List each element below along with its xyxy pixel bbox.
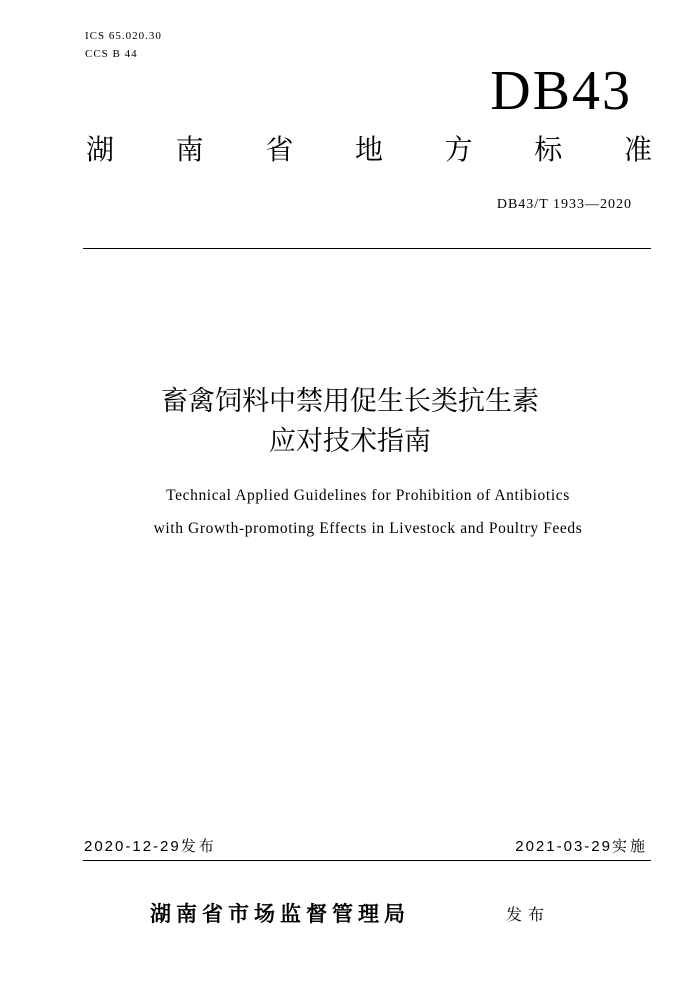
implement-label: 实施 [611,837,648,855]
title-zh-line1: 畜禽饲料中禁用促生长类抗生素 [161,386,539,417]
publish-date-value: 2020-12-29 [84,838,181,855]
ccs-code: CCS B 44 [85,48,138,60]
issuing-authority: 湖南省市场监督管理局 [150,902,410,926]
standard-type-char: 湖 [86,133,115,166]
title-en-line1: Technical Applied Guidelines for Prohibition of Antibiotics [166,487,570,504]
standard-code-logo: DB43 [490,60,632,122]
implement-date-value: 2021-03-29 [515,838,612,855]
standard-type-char: 方 [444,133,473,166]
bottom-divider [83,860,651,861]
standard-type-char: 省 [265,133,294,166]
standard-type-char: 地 [354,133,383,166]
title-en-line2: with Growth-promoting Effects in Livestock and Poultry Feeds [153,520,583,537]
implement-date [515,836,648,857]
standard-type-char: 南 [175,133,204,166]
standard-type-char: 标 [534,133,563,166]
publish-label: 发布 [180,837,217,855]
publish-date [84,836,217,857]
title-zh-line2: 应对技术指南 [269,426,431,457]
top-divider [83,248,651,249]
standard-number: DB43/T 1933—2020 [496,197,632,212]
issue-label: 发布 [506,905,551,924]
standard-type-heading [86,132,652,168]
standard-type-char: 准 [623,133,652,166]
ics-code: ICS 65.020.30 [85,30,162,42]
